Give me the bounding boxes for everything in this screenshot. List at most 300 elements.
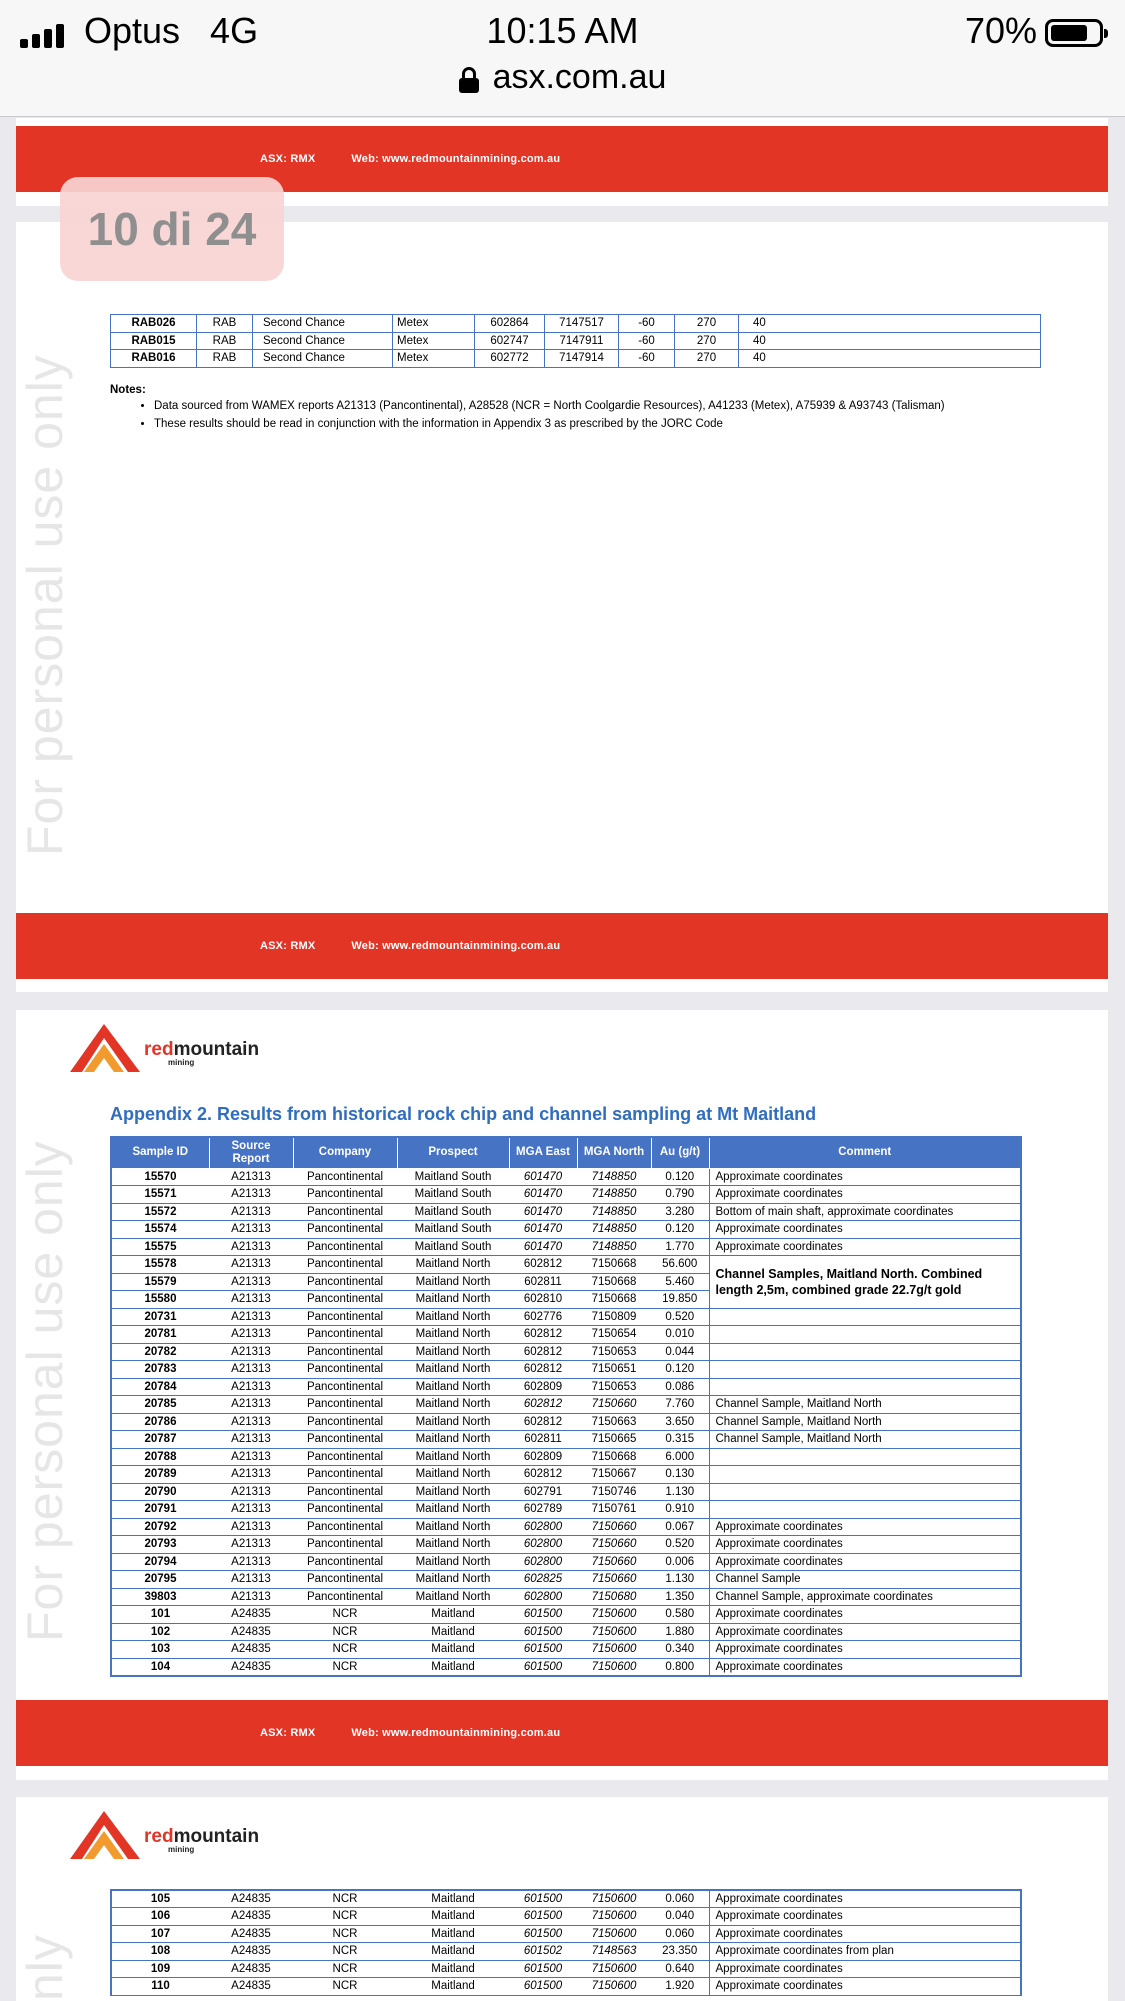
mga-east-cell: 601500 — [509, 1908, 577, 1926]
comment-cell: Channel Sample, Maitland North — [709, 1431, 1021, 1449]
company-cell: NCR — [293, 1925, 397, 1943]
sample-id-cell: 15571 — [111, 1186, 209, 1204]
source-report-cell: A21313 — [209, 1431, 293, 1449]
battery-percent: 70% — [964, 10, 1037, 51]
comment-cell: Approximate coordinates — [709, 1623, 1021, 1641]
mga-north-cell: 7150668 — [577, 1256, 651, 1274]
source-report-cell: A24835 — [209, 1960, 293, 1978]
mga-east-cell: 601500 — [509, 1623, 577, 1641]
source-report-cell: A24835 — [209, 1606, 293, 1624]
au-grade-cell: 6.000 — [651, 1448, 709, 1466]
sample-id-cell: 20795 — [111, 1571, 209, 1589]
comment-cell: Channel Sample, Maitland North — [709, 1396, 1021, 1414]
au-grade-cell: 0.120 — [651, 1221, 709, 1239]
col-header: Prospect — [397, 1137, 509, 1168]
mga-east-cell: 601502 — [509, 1943, 577, 1961]
au-grade-cell: 0.790 — [651, 1186, 709, 1204]
company-cell: Pancontinental — [293, 1518, 397, 1536]
comment-cell — [709, 1483, 1021, 1501]
prospect-cell: Maitland South — [397, 1203, 509, 1221]
mga-north-cell: 7150660 — [577, 1571, 651, 1589]
type-cell: RAB — [197, 332, 253, 350]
mga-east-cell: 602810 — [509, 1291, 577, 1309]
comment-cell — [709, 1466, 1021, 1484]
depth-cell: 40 — [739, 332, 1041, 350]
prospect-cell: Maitland North — [397, 1483, 509, 1501]
company-cell: Pancontinental — [293, 1466, 397, 1484]
company-cell: Pancontinental — [293, 1571, 397, 1589]
company-cell: Pancontinental — [293, 1413, 397, 1431]
comment-cell: Channel Sample, approximate coordinates — [709, 1588, 1021, 1606]
prospect-cell: Maitland — [397, 1943, 509, 1961]
col-header: Comment — [709, 1137, 1021, 1168]
au-grade-cell: 1.130 — [651, 1483, 709, 1501]
company-cell: NCR — [293, 1641, 397, 1659]
company-cell: Pancontinental — [293, 1361, 397, 1379]
mga-east-cell: 601470 — [509, 1186, 577, 1204]
mga-east-cell: 601470 — [509, 1168, 577, 1186]
sample-id-cell: 20731 — [111, 1308, 209, 1326]
prospect-cell: Maitland North — [397, 1256, 509, 1274]
footer-asx: ASX: RMX — [260, 940, 316, 952]
au-grade-cell: 0.580 — [651, 1606, 709, 1624]
company-cell: Pancontinental — [293, 1203, 397, 1221]
sample-id-cell: 15579 — [111, 1273, 209, 1291]
source-report-cell: A21313 — [209, 1238, 293, 1256]
logo-sub: mining — [168, 1058, 195, 1067]
mga-east-cell: 602812 — [509, 1361, 577, 1379]
drill-table — [110, 314, 1041, 368]
source-report-cell: A21313 — [209, 1413, 293, 1431]
table-row — [111, 1431, 1021, 1449]
au-grade-cell: 3.280 — [651, 1203, 709, 1221]
source-report-cell: A21313 — [209, 1256, 293, 1274]
pdf-page-3 — [16, 1010, 1108, 1780]
mga-north-cell: 7150600 — [577, 1908, 651, 1926]
sample-id-cell: 101 — [111, 1606, 209, 1624]
company-cell: NCR — [293, 1908, 397, 1926]
au-grade-cell: 19.850 — [651, 1291, 709, 1309]
prospect-cell: Maitland North — [397, 1588, 509, 1606]
prospect-cell: Maitland South — [397, 1238, 509, 1256]
azimuth-cell: 270 — [675, 350, 739, 368]
sample-id-cell: 15578 — [111, 1256, 209, 1274]
prospect-cell: Maitland North — [397, 1501, 509, 1519]
comment-cell: Approximate coordinates — [709, 1890, 1021, 1908]
prospect-cell: Maitland North — [397, 1326, 509, 1344]
comment-cell: Approximate coordinates — [709, 1925, 1021, 1943]
source-report-cell: A21313 — [209, 1501, 293, 1519]
source-report-cell: A24835 — [209, 1978, 293, 1996]
logo-red: red — [144, 1826, 174, 1847]
company-cell: Pancontinental — [293, 1256, 397, 1274]
east-cell: 602772 — [475, 350, 545, 368]
url-domain: asx.com.au — [492, 58, 667, 96]
sample-id-cell: 20786 — [111, 1413, 209, 1431]
sample-id-cell: 20792 — [111, 1518, 209, 1536]
mga-east-cell: 601500 — [509, 1978, 577, 1996]
sample-id-cell: 20790 — [111, 1483, 209, 1501]
sample-id-cell: 108 — [111, 1943, 209, 1961]
company-cell: NCR — [293, 1978, 397, 1996]
battery-icon — [1045, 19, 1103, 47]
au-grade-cell: 0.910 — [651, 1501, 709, 1519]
au-grade-cell: 0.800 — [651, 1658, 709, 1676]
company-cell: Metex — [393, 332, 475, 350]
comment-cell — [709, 1361, 1021, 1379]
mga-north-cell: 7148850 — [577, 1221, 651, 1239]
company-cell: NCR — [293, 1960, 397, 1978]
table-row — [111, 1518, 1021, 1536]
prospect-cell: Maitland — [397, 1978, 509, 1996]
table-row — [111, 1186, 1021, 1204]
mga-east-cell: 602812 — [509, 1396, 577, 1414]
table-row — [111, 1448, 1021, 1466]
mga-north-cell: 7150600 — [577, 1641, 651, 1659]
au-grade-cell: 0.520 — [651, 1536, 709, 1554]
comment-cell — [709, 1448, 1021, 1466]
mga-north-cell: 7150680 — [577, 1588, 651, 1606]
mga-north-cell: 7148563 — [577, 1943, 651, 1961]
table-row — [111, 1483, 1021, 1501]
hole-id-cell: RAB015 — [111, 332, 197, 350]
mga-north-cell: 7150761 — [577, 1501, 651, 1519]
au-grade-cell: 3.650 — [651, 1413, 709, 1431]
comment-cell: Approximate coordinates — [709, 1606, 1021, 1624]
comment-cell: Channel Sample — [709, 1571, 1021, 1589]
source-report-cell: A21313 — [209, 1588, 293, 1606]
comment-cell: Approximate coordinates — [709, 1978, 1021, 1996]
mountain-logo-icon — [70, 1805, 140, 1859]
sample-id-cell: 20784 — [111, 1378, 209, 1396]
mga-east-cell: 602800 — [509, 1518, 577, 1536]
company-cell: Pancontinental — [293, 1221, 397, 1239]
logo-dark: mountain — [173, 1826, 260, 1847]
company-cell: NCR — [293, 1943, 397, 1961]
au-grade-cell: 0.060 — [651, 1890, 709, 1908]
table-row — [111, 1466, 1021, 1484]
mga-east-cell: 602812 — [509, 1343, 577, 1361]
prospect-cell: Maitland North — [397, 1308, 509, 1326]
table-row — [111, 1413, 1021, 1431]
mga-north-cell: 7150660 — [577, 1553, 651, 1571]
note-item: • Data sourced from WAMEX reports A21313 (Pancontinental), A28528 (NCR = North Coolgardie Resources), A41233 (Metex), A75939 & A93743 (Talisman) — [154, 398, 1010, 414]
au-grade-cell: 0.006 — [651, 1553, 709, 1571]
company-cell: Pancontinental — [293, 1431, 397, 1449]
au-grade-cell: 1.350 — [651, 1588, 709, 1606]
east-cell: 602864 — [475, 315, 545, 333]
prospect-cell: Maitland North — [397, 1571, 509, 1589]
address-bar[interactable] — [0, 58, 1125, 97]
source-report-cell: A21313 — [209, 1536, 293, 1554]
browser-top-bar — [0, 0, 1125, 117]
mga-north-cell: 7150600 — [577, 1925, 651, 1943]
page-counter: 10 di 24 — [60, 177, 284, 281]
table-row — [111, 1238, 1021, 1256]
sample-id-cell: 106 — [111, 1908, 209, 1926]
company-cell: Pancontinental — [293, 1553, 397, 1571]
sample-id-cell: 15574 — [111, 1221, 209, 1239]
prospect-cell: Maitland South — [397, 1186, 509, 1204]
sample-id-cell: 20781 — [111, 1326, 209, 1344]
source-report-cell: A21313 — [209, 1483, 293, 1501]
mga-north-cell: 7148850 — [577, 1168, 651, 1186]
table-row — [111, 1943, 1021, 1961]
col-header: MGA North — [577, 1137, 651, 1168]
mga-east-cell: 602789 — [509, 1501, 577, 1519]
company-logo — [70, 1018, 259, 1072]
mga-north-cell: 7150600 — [577, 1606, 651, 1624]
mga-north-cell: 7150746 — [577, 1483, 651, 1501]
col-header: Au (g/t) — [651, 1137, 709, 1168]
clock: 10:15 AM — [486, 10, 639, 51]
source-report-cell: A24835 — [209, 1641, 293, 1659]
pdf-page-2 — [16, 222, 1108, 992]
table-row — [111, 1588, 1021, 1606]
mga-east-cell: 601500 — [509, 1925, 577, 1943]
prospect-cell: Maitland — [397, 1890, 509, 1908]
table-row — [111, 315, 1041, 333]
type-cell: RAB — [197, 315, 253, 333]
comment-cell: Approximate coordinates — [709, 1960, 1021, 1978]
mga-east-cell: 602812 — [509, 1413, 577, 1431]
comment-cell: Approximate coordinates — [709, 1238, 1021, 1256]
watermark: For personal use only — [17, 1140, 73, 1642]
company-cell: Pancontinental — [293, 1308, 397, 1326]
appendix-title: Appendix 2. Results from historical rock chip and channel sampling at Mt Maitland — [110, 1104, 817, 1124]
prospect-cell: Maitland North — [397, 1466, 509, 1484]
au-grade-cell: 56.600 — [651, 1256, 709, 1274]
table-row — [111, 1361, 1021, 1379]
prospect-cell: Maitland — [397, 1658, 509, 1676]
comment-cell: Approximate coordinates — [709, 1221, 1021, 1239]
col-header: Sample ID — [111, 1137, 209, 1168]
prospect-cell: Maitland North — [397, 1291, 509, 1309]
col-header: MGA East — [509, 1137, 577, 1168]
table-row — [111, 1658, 1021, 1676]
mga-north-cell: 7148850 — [577, 1238, 651, 1256]
company-cell: Pancontinental — [293, 1343, 397, 1361]
sample-id-cell: 20793 — [111, 1536, 209, 1554]
sample-id-cell: 103 — [111, 1641, 209, 1659]
table-row — [111, 1501, 1021, 1519]
table-row — [111, 1571, 1021, 1589]
au-grade-cell: 0.010 — [651, 1326, 709, 1344]
mga-east-cell: 602811 — [509, 1431, 577, 1449]
mga-north-cell: 7150653 — [577, 1378, 651, 1396]
company-cell: Pancontinental — [293, 1448, 397, 1466]
table-row — [111, 1256, 1021, 1274]
au-grade-cell: 0.120 — [651, 1168, 709, 1186]
table-row — [111, 1343, 1021, 1361]
au-grade-cell: 0.520 — [651, 1308, 709, 1326]
company-cell: NCR — [293, 1606, 397, 1624]
mga-north-cell: 7150600 — [577, 1978, 651, 1996]
prospect-cell: Maitland South — [397, 1168, 509, 1186]
dip-cell: -60 — [619, 332, 675, 350]
mga-east-cell: 601500 — [509, 1890, 577, 1908]
sample-id-cell: 20789 — [111, 1466, 209, 1484]
mga-east-cell: 601470 — [509, 1221, 577, 1239]
type-cell: RAB — [197, 350, 253, 368]
source-report-cell: A21313 — [209, 1571, 293, 1589]
table-row — [111, 1978, 1021, 1996]
north-cell: 7147517 — [545, 315, 619, 333]
au-grade-cell: 0.067 — [651, 1518, 709, 1536]
mga-east-cell: 601500 — [509, 1658, 577, 1676]
table-row — [111, 1536, 1021, 1554]
sample-id-cell: 109 — [111, 1960, 209, 1978]
mga-east-cell: 602809 — [509, 1448, 577, 1466]
source-report-cell: A21313 — [209, 1326, 293, 1344]
north-cell: 7147914 — [545, 350, 619, 368]
source-report-cell: A21313 — [209, 1186, 293, 1204]
mga-east-cell: 602812 — [509, 1326, 577, 1344]
company-cell: NCR — [293, 1658, 397, 1676]
mga-east-cell: 601500 — [509, 1606, 577, 1624]
comment-cell: Bottom of main shaft, approximate coordinates — [709, 1203, 1021, 1221]
prospect-cell: Second Chance — [253, 332, 393, 350]
dip-cell: -60 — [619, 315, 675, 333]
sample-id-cell: 102 — [111, 1623, 209, 1641]
prospect-cell: Second Chance — [253, 315, 393, 333]
company-cell: Pancontinental — [293, 1168, 397, 1186]
table-row — [111, 1326, 1021, 1344]
comment-cell — [709, 1501, 1021, 1519]
sample-id-cell: 15572 — [111, 1203, 209, 1221]
company-cell: NCR — [293, 1623, 397, 1641]
footer-web: Web: www.redmountainmining.com.au — [351, 940, 561, 952]
comment-cell: Channel Sample, Maitland North — [709, 1413, 1021, 1431]
footer-band — [16, 1700, 1108, 1766]
source-report-cell: A21313 — [209, 1396, 293, 1414]
comment-cell: Approximate coordinates — [709, 1168, 1021, 1186]
company-cell: Pancontinental — [293, 1536, 397, 1554]
east-cell: 602747 — [475, 332, 545, 350]
mga-north-cell: 7150660 — [577, 1518, 651, 1536]
table-row — [111, 1606, 1021, 1624]
source-report-cell: A21313 — [209, 1466, 293, 1484]
source-report-cell: A21313 — [209, 1378, 293, 1396]
company-cell: Pancontinental — [293, 1238, 397, 1256]
footer-asx: ASX: RMX — [260, 1727, 316, 1739]
mga-north-cell: 7150663 — [577, 1413, 651, 1431]
sample-id-cell: 20785 — [111, 1396, 209, 1414]
au-grade-cell: 7.760 — [651, 1396, 709, 1414]
prospect-cell: Maitland — [397, 1925, 509, 1943]
prospect-cell: Maitland North — [397, 1413, 509, 1431]
source-report-cell: A24835 — [209, 1925, 293, 1943]
mga-north-cell: 7150600 — [577, 1623, 651, 1641]
prospect-cell: Maitland North — [397, 1343, 509, 1361]
mga-north-cell: 7150600 — [577, 1960, 651, 1978]
sample-id-cell: 15580 — [111, 1291, 209, 1309]
source-report-cell: A21313 — [209, 1308, 293, 1326]
mga-north-cell: 7150654 — [577, 1326, 651, 1344]
comment-cell: Approximate coordinates — [709, 1186, 1021, 1204]
prospect-cell: Maitland — [397, 1641, 509, 1659]
comment-cell: Approximate coordinates — [709, 1518, 1021, 1536]
au-grade-cell: 0.086 — [651, 1378, 709, 1396]
logo-sub: mining — [168, 1845, 195, 1854]
mountain-logo-icon — [70, 1018, 140, 1072]
au-grade-cell: 0.130 — [651, 1466, 709, 1484]
mga-north-cell: 7150668 — [577, 1273, 651, 1291]
sample-id-cell: 20788 — [111, 1448, 209, 1466]
au-grade-cell: 23.350 — [651, 1943, 709, 1961]
prospect-cell: Maitland North — [397, 1378, 509, 1396]
au-grade-cell: 1.130 — [651, 1571, 709, 1589]
col-header: Company — [293, 1137, 397, 1168]
carrier-label: Optus 4G — [84, 10, 259, 51]
footer-asx: ASX: RMX — [260, 153, 316, 165]
comment-cell: Approximate coordinates — [709, 1536, 1021, 1554]
prospect-cell: Maitland — [397, 1908, 509, 1926]
mga-north-cell: 7148850 — [577, 1186, 651, 1204]
au-grade-cell: 0.640 — [651, 1960, 709, 1978]
note-item: • These results should be read in conjunction with the information in Appendix 3 as prescribed by the JORC Code — [154, 416, 1010, 432]
source-report-cell: A21313 — [209, 1518, 293, 1536]
au-grade-cell: 1.920 — [651, 1978, 709, 1996]
dip-cell: -60 — [619, 350, 675, 368]
mga-north-cell: 7150653 — [577, 1343, 651, 1361]
mga-east-cell: 601500 — [509, 1960, 577, 1978]
prospect-cell: Maitland North — [397, 1448, 509, 1466]
prospect-cell: Maitland North — [397, 1431, 509, 1449]
merged-comment-cell: Channel Samples, Maitland North. Combined length 2,5m, combined grade 22.7g/t gold — [709, 1256, 1021, 1309]
source-report-cell: A21313 — [209, 1221, 293, 1239]
table-header-row — [111, 1137, 1021, 1168]
mga-east-cell: 601470 — [509, 1238, 577, 1256]
sampling-table — [110, 1136, 1022, 1677]
prospect-cell: Maitland North — [397, 1536, 509, 1554]
source-report-cell: A21313 — [209, 1291, 293, 1309]
hole-id-cell: RAB026 — [111, 315, 197, 333]
footer-web: Web: www.redmountainmining.com.au — [351, 153, 561, 165]
mga-east-cell: 602825 — [509, 1571, 577, 1589]
watermark-partial: nly — [17, 1934, 73, 2001]
source-report-cell: A21313 — [209, 1168, 293, 1186]
col-header: Source Report — [209, 1137, 293, 1168]
source-report-cell: A21313 — [209, 1361, 293, 1379]
prospect-cell: Second Chance — [253, 350, 393, 368]
comment-cell — [709, 1326, 1021, 1344]
au-grade-cell: 0.040 — [651, 1908, 709, 1926]
mga-north-cell: 7150651 — [577, 1361, 651, 1379]
company-cell: Pancontinental — [293, 1378, 397, 1396]
sample-id-cell: 20794 — [111, 1553, 209, 1571]
notes — [110, 382, 1010, 434]
comment-cell: Approximate coordinates — [709, 1641, 1021, 1659]
sample-id-cell: 20787 — [111, 1431, 209, 1449]
mga-north-cell: 7150660 — [577, 1396, 651, 1414]
sample-id-cell: 15570 — [111, 1168, 209, 1186]
mga-east-cell: 602776 — [509, 1308, 577, 1326]
prospect-cell: Maitland North — [397, 1361, 509, 1379]
au-grade-cell: 0.044 — [651, 1343, 709, 1361]
mga-east-cell: 602800 — [509, 1553, 577, 1571]
table-row — [111, 1890, 1021, 1908]
sample-id-cell: 110 — [111, 1978, 209, 1996]
source-report-cell: A24835 — [209, 1658, 293, 1676]
table-row — [111, 1221, 1021, 1239]
prospect-cell: Maitland South — [397, 1221, 509, 1239]
table-row — [111, 1553, 1021, 1571]
source-report-cell: A21313 — [209, 1553, 293, 1571]
source-report-cell: A21313 — [209, 1273, 293, 1291]
au-grade-cell: 0.315 — [651, 1431, 709, 1449]
logo-red: red — [144, 1039, 174, 1060]
